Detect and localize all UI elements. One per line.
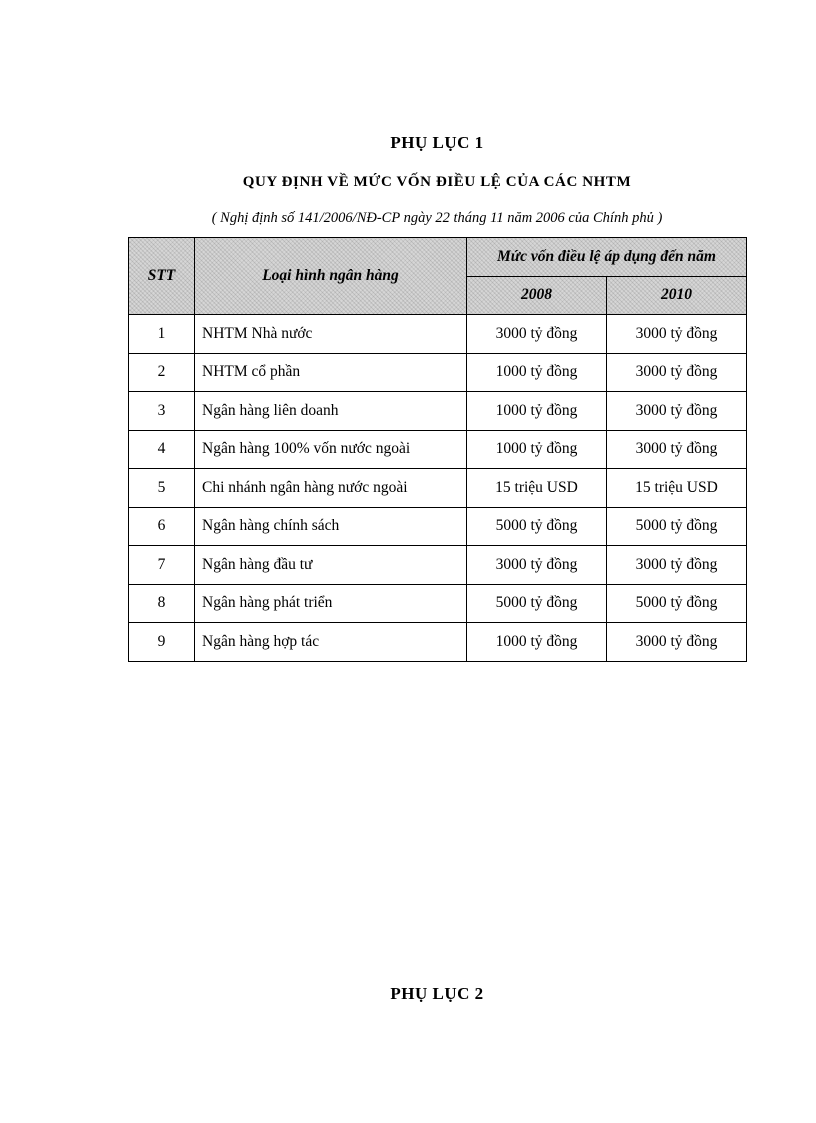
table-row: [129, 507, 747, 546]
cell-capital-2008: 1000 tỷ đồng: [467, 430, 607, 469]
header-bank-type: Loại hình ngân hàng: [195, 238, 467, 315]
cell-capital-2010: 3000 tỷ đồng: [607, 392, 747, 431]
table-row: [129, 623, 747, 662]
cell-capital-2008: 3000 tỷ đồng: [467, 546, 607, 585]
cell-capital-2010: 15 triệu USD: [607, 469, 747, 508]
table-row: [129, 353, 747, 392]
table-row: [129, 546, 747, 585]
cell-stt: 7: [129, 546, 195, 585]
cell-capital-2008: 1000 tỷ đồng: [467, 392, 607, 431]
regulation-title: QUY ĐỊNH VỀ MỨC VỐN ĐIỀU LỆ CỦA CÁC NHTM: [242, 174, 632, 190]
cell-bank-type: NHTM cổ phần: [195, 353, 467, 392]
cell-capital-2010: 3000 tỷ đồng: [607, 546, 747, 585]
table-header-row: [129, 238, 747, 277]
cell-stt: 9: [129, 623, 195, 662]
cell-capital-2010: 3000 tỷ đồng: [607, 623, 747, 662]
table-row: [129, 584, 747, 623]
cell-bank-type: Ngân hàng đầu tư: [195, 546, 467, 585]
table-row: [129, 469, 747, 508]
table-row: [129, 430, 747, 469]
cell-bank-type: Ngân hàng 100% vốn nước ngoài: [195, 430, 467, 469]
cell-bank-type: Ngân hàng phát triển: [195, 584, 467, 623]
cell-capital-2008: 15 triệu USD: [467, 469, 607, 508]
header-year-2010: 2010: [607, 276, 747, 315]
cell-capital-2008: 5000 tỷ đồng: [467, 507, 607, 546]
cell-stt: 8: [129, 584, 195, 623]
header-year-2008: 2008: [467, 276, 607, 315]
cell-stt: 5: [129, 469, 195, 508]
cell-capital-2010: 5000 tỷ đồng: [607, 584, 747, 623]
cell-bank-type: NHTM Nhà nước: [195, 315, 467, 354]
cell-bank-type: Ngân hàng liên doanh: [195, 392, 467, 431]
header-stt: STT: [129, 238, 195, 315]
cell-stt: 3: [129, 392, 195, 431]
table-row: [129, 315, 747, 354]
cell-bank-type: Ngân hàng chính sách: [195, 507, 467, 546]
cell-capital-2008: 5000 tỷ đồng: [467, 584, 607, 623]
cell-capital-2008: 1000 tỷ đồng: [467, 353, 607, 392]
cell-capital-2010: 3000 tỷ đồng: [607, 315, 747, 354]
cell-stt: 4: [129, 430, 195, 469]
cell-stt: 2: [129, 353, 195, 392]
source-note: ( Nghị định số 141/2006/NĐ-CP ngày 22 tháng 11 năm 2006 của Chính phủ ): [211, 210, 663, 226]
cell-capital-2008: 3000 tỷ đồng: [467, 315, 607, 354]
cell-bank-type: Ngân hàng hợp tác: [195, 623, 467, 662]
table-row: [129, 392, 747, 431]
cell-capital-2008: 1000 tỷ đồng: [467, 623, 607, 662]
header-capital-group: Mức vốn điều lệ áp dụng đến năm: [467, 238, 747, 277]
cell-capital-2010: 3000 tỷ đồng: [607, 430, 747, 469]
appendix-2-title: PHỤ LỤC 2: [390, 984, 484, 1003]
cell-stt: 6: [129, 507, 195, 546]
cell-capital-2010: 3000 tỷ đồng: [607, 353, 747, 392]
cell-bank-type: Chi nhánh ngân hàng nước ngoài: [195, 469, 467, 508]
cell-stt: 1: [129, 315, 195, 354]
appendix-1-title: PHỤ LỤC 1: [390, 133, 484, 152]
cell-capital-2010: 5000 tỷ đồng: [607, 507, 747, 546]
charter-capital-table: [128, 237, 747, 662]
